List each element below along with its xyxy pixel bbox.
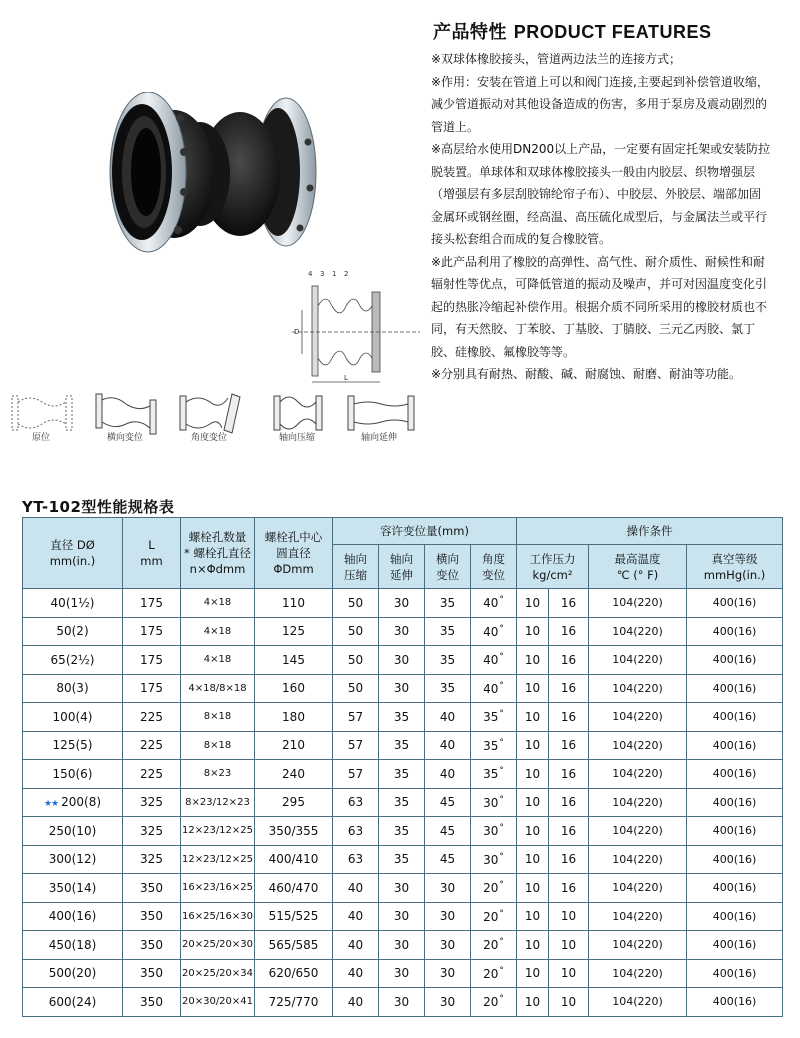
cell-temp: 104(220)	[589, 646, 687, 675]
cell-angular: 30°	[471, 817, 517, 846]
cell-bolt: 4×18	[181, 617, 255, 646]
header-lateral: 横向 变位	[425, 545, 471, 589]
cell-temp: 104(220)	[589, 731, 687, 760]
cell-angular: 35°	[471, 760, 517, 789]
cell-vacuum: 400(16)	[687, 788, 783, 817]
cell-lateral: 45	[425, 788, 471, 817]
cell-temp: 104(220)	[589, 674, 687, 703]
table-row	[23, 731, 783, 760]
degree-symbol: °	[499, 709, 504, 720]
cell-pressure-2: 16	[549, 674, 589, 703]
cell-axial-comp: 63	[333, 788, 379, 817]
cell-diameter: 80(3)	[23, 674, 123, 703]
cell-length: 325	[123, 817, 181, 846]
cell-pressure-1: 10	[517, 788, 549, 817]
diagram-label-D: D	[294, 328, 300, 336]
cell-diameter: 300(12)	[23, 845, 123, 874]
cell-angular: 30°	[471, 845, 517, 874]
cell-axial-ext: 35	[379, 817, 425, 846]
header-pressure: 工作压力 kg/cm²	[517, 545, 589, 589]
cell-pressure-1: 10	[517, 703, 549, 732]
cell-lateral: 45	[425, 817, 471, 846]
cell-bolt: 12×23/12×25	[181, 845, 255, 874]
cell-pressure-2: 16	[549, 817, 589, 846]
degree-symbol: °	[499, 880, 504, 891]
cell-center: 565/585	[255, 931, 333, 960]
cell-axial-comp: 50	[333, 646, 379, 675]
cell-bolt: 4×18	[181, 589, 255, 618]
header-bolt: 螺栓孔数量 * 螺栓孔直径 n×Φdmm	[181, 518, 255, 589]
cell-axial-ext: 30	[379, 589, 425, 618]
cell-length: 175	[123, 674, 181, 703]
table-row	[23, 902, 783, 931]
cell-center: 110	[255, 589, 333, 618]
feature-paragraph: ※双球体橡胶接头，管道两边法兰的连接方式；	[431, 52, 682, 66]
cell-bolt: 12×23/12×25	[181, 817, 255, 846]
spec-table-body	[23, 589, 783, 1017]
cell-length: 225	[123, 703, 181, 732]
cell-vacuum: 400(16)	[687, 760, 783, 789]
cell-diameter: 65(2½)	[23, 646, 123, 675]
cell-axial-ext: 30	[379, 617, 425, 646]
cell-vacuum: 400(16)	[687, 874, 783, 903]
cell-diameter: 125(5)	[23, 731, 123, 760]
table-row	[23, 845, 783, 874]
cell-diameter: 100(4)	[23, 703, 123, 732]
cell-axial-comp: 57	[333, 760, 379, 789]
diagram-label-3: 3	[320, 270, 325, 278]
cell-length: 225	[123, 760, 181, 789]
table-row	[23, 959, 783, 988]
cell-length: 175	[123, 646, 181, 675]
cell-axial-ext: 35	[379, 731, 425, 760]
cell-angular: 20°	[471, 874, 517, 903]
cell-lateral: 30	[425, 902, 471, 931]
cell-bolt: 4×18/8×18	[181, 674, 255, 703]
degree-symbol: °	[499, 680, 504, 691]
cell-pressure-2: 10	[549, 959, 589, 988]
header-allow: 容许变位量(mm)	[333, 518, 517, 545]
cell-lateral: 30	[425, 931, 471, 960]
degree-symbol: °	[499, 595, 504, 606]
cell-vacuum: 400(16)	[687, 988, 783, 1017]
table-row	[23, 617, 783, 646]
cell-angular: 40°	[471, 674, 517, 703]
cell-axial-comp: 40	[333, 959, 379, 988]
feature-paragraph: ※高层给水使用DN200以上产品，一定要有固定托架或安装防拉脱装置。单球体和双球体橡胶接头一般由内胶层、织物增强层（增强层有多层刮胶锦纶帘子布）、中胶层、外胶层、端部加固金属环或钢丝圈，经高温、高压硫化成型后，与金属法兰或平行接头松套组合而成的复合橡胶管。	[431, 142, 771, 246]
cell-vacuum: 400(16)	[687, 845, 783, 874]
cell-bolt: 20×25/20×30	[181, 931, 255, 960]
cell-temp: 104(220)	[589, 589, 687, 618]
cell-pressure-1: 10	[517, 902, 549, 931]
cell-angular: 20°	[471, 988, 517, 1017]
state-label-lateral: 横向变位	[106, 433, 143, 443]
cell-temp: 104(220)	[589, 760, 687, 789]
header-axial-ext: 轴向 延伸	[379, 545, 425, 589]
header-angular: 角度 变位	[471, 545, 517, 589]
cell-center: 210	[255, 731, 333, 760]
cell-diameter: ★★ 200(8)	[23, 788, 123, 817]
cell-pressure-2: 16	[549, 617, 589, 646]
cell-axial-comp: 57	[333, 731, 379, 760]
cell-vacuum: 400(16)	[687, 931, 783, 960]
table-row	[23, 931, 783, 960]
cell-axial-comp: 40	[333, 988, 379, 1017]
table-row	[23, 674, 783, 703]
cell-diameter: 40(1½)	[23, 589, 123, 618]
header-vacuum: 真空等级 mmHg(in.)	[687, 545, 783, 589]
cell-bolt: 8×23/12×23	[181, 788, 255, 817]
degree-symbol: °	[499, 737, 504, 748]
cell-center: 725/770	[255, 988, 333, 1017]
cell-axial-comp: 40	[333, 874, 379, 903]
cell-axial-ext: 35	[379, 845, 425, 874]
header-center: 螺栓孔中心 圆直径 ΦDmm	[255, 518, 333, 589]
cell-axial-ext: 35	[379, 788, 425, 817]
cell-angular: 30°	[471, 788, 517, 817]
cell-diameter: 50(2)	[23, 617, 123, 646]
degree-symbol: °	[499, 937, 504, 948]
cell-pressure-1: 10	[517, 646, 549, 675]
cell-diameter: 350(14)	[23, 874, 123, 903]
cell-center: 295	[255, 788, 333, 817]
cell-axial-comp: 40	[333, 931, 379, 960]
cell-vacuum: 400(16)	[687, 817, 783, 846]
cell-bolt: 8×23	[181, 760, 255, 789]
cell-angular: 40°	[471, 589, 517, 618]
table-row	[23, 760, 783, 789]
cell-lateral: 35	[425, 589, 471, 618]
cell-axial-ext: 35	[379, 703, 425, 732]
diagram-label-L: L	[344, 374, 348, 382]
header-op: 操作条件	[517, 518, 783, 545]
cell-length: 350	[123, 988, 181, 1017]
cell-center: 515/525	[255, 902, 333, 931]
cell-pressure-1: 10	[517, 988, 549, 1017]
header-temp: 最高温度 ℃ (° F)	[589, 545, 687, 589]
cell-center: 350/355	[255, 817, 333, 846]
cell-axial-ext: 30	[379, 646, 425, 675]
cell-pressure-2: 10	[549, 988, 589, 1017]
header-axial-comp: 轴向 压缩	[333, 545, 379, 589]
cell-axial-ext: 30	[379, 902, 425, 931]
cell-lateral: 35	[425, 674, 471, 703]
cell-bolt: 8×18	[181, 731, 255, 760]
cell-vacuum: 400(16)	[687, 589, 783, 618]
state-label-angular: 角度变位	[190, 433, 227, 443]
features-section	[431, 18, 771, 386]
cell-pressure-1: 10	[517, 760, 549, 789]
cell-diameter: 600(24)	[23, 988, 123, 1017]
cell-angular: 20°	[471, 959, 517, 988]
degree-symbol: °	[499, 994, 504, 1005]
cell-bolt: 20×25/20×34	[181, 959, 255, 988]
cell-bolt: 20×30/20×41	[181, 988, 255, 1017]
state-label-extend: 轴向延伸	[360, 433, 397, 443]
cell-pressure-2: 10	[549, 902, 589, 931]
cell-length: 225	[123, 731, 181, 760]
cell-vacuum: 400(16)	[687, 646, 783, 675]
cell-temp: 104(220)	[589, 988, 687, 1017]
cell-length: 350	[123, 959, 181, 988]
cell-length: 325	[123, 845, 181, 874]
cell-pressure-2: 16	[549, 589, 589, 618]
cell-temp: 104(220)	[589, 959, 687, 988]
table-row	[23, 703, 783, 732]
product-photo	[100, 92, 326, 262]
cell-temp: 104(220)	[589, 845, 687, 874]
cell-pressure-2: 10	[549, 931, 589, 960]
diagram-label-1: 1	[332, 270, 337, 278]
cell-axial-comp: 63	[333, 817, 379, 846]
cell-center: 160	[255, 674, 333, 703]
feature-paragraph: ※此产品利用了橡胶的高弹性、高气性、耐介质性、耐候性和耐辐射性等优点，可降低管道的振动及噪声，并可对因温度变化引起的热胀冷缩起补偿作用。根据介质不同所采用的橡胶材质也不同，有天然胶、丁苯胶、丁基胶、丁腈胶、三元乙丙胶、氯丁胶、硅橡胶、氟橡胶等等。	[431, 254, 768, 359]
state-label-original: 原位	[31, 433, 50, 443]
cell-length: 350	[123, 902, 181, 931]
cell-pressure-1: 10	[517, 959, 549, 988]
cell-axial-ext: 30	[379, 674, 425, 703]
cell-pressure-2: 16	[549, 646, 589, 675]
cell-length: 325	[123, 788, 181, 817]
cell-temp: 104(220)	[589, 874, 687, 903]
cell-diameter: 250(10)	[23, 817, 123, 846]
cell-pressure-1: 10	[517, 731, 549, 760]
cell-diameter: 400(16)	[23, 902, 123, 931]
cell-pressure-1: 10	[517, 931, 549, 960]
cell-diameter: 500(20)	[23, 959, 123, 988]
table-row	[23, 874, 783, 903]
cell-temp: 104(220)	[589, 617, 687, 646]
table-row	[23, 788, 783, 817]
state-label-compress: 轴向压缩	[278, 433, 315, 443]
table-row	[23, 589, 783, 618]
cell-vacuum: 400(16)	[687, 731, 783, 760]
cell-vacuum: 400(16)	[687, 617, 783, 646]
cell-angular: 20°	[471, 902, 517, 931]
cell-vacuum: 400(16)	[687, 703, 783, 732]
cell-temp: 104(220)	[589, 788, 687, 817]
cell-angular: 20°	[471, 931, 517, 960]
cell-axial-comp: 57	[333, 703, 379, 732]
cell-lateral: 45	[425, 845, 471, 874]
section-diagram	[292, 266, 422, 386]
cell-temp: 104(220)	[589, 817, 687, 846]
feature-paragraph: ※分别具有耐热、耐酸、碱、耐腐蚀、耐磨、耐油等功能。	[431, 367, 742, 381]
table-row	[23, 988, 783, 1017]
cell-axial-ext: 30	[379, 874, 425, 903]
degree-symbol: °	[499, 965, 504, 976]
cell-pressure-1: 10	[517, 617, 549, 646]
cell-diameter: 150(6)	[23, 760, 123, 789]
cell-lateral: 30	[425, 959, 471, 988]
cell-center: 400/410	[255, 845, 333, 874]
cell-axial-comp: 63	[333, 845, 379, 874]
cell-length: 350	[123, 931, 181, 960]
cell-axial-ext: 30	[379, 931, 425, 960]
cell-temp: 104(220)	[589, 902, 687, 931]
features-title	[433, 18, 771, 44]
table-title: YT-102型性能规格表	[22, 498, 175, 516]
cell-axial-comp: 50	[333, 617, 379, 646]
cell-pressure-2: 16	[549, 874, 589, 903]
cell-pressure-2: 16	[549, 760, 589, 789]
cell-diameter: 450(18)	[23, 931, 123, 960]
cell-angular: 40°	[471, 646, 517, 675]
cell-length: 175	[123, 589, 181, 618]
cell-temp: 104(220)	[589, 703, 687, 732]
cell-bolt: 16×23/16×25	[181, 874, 255, 903]
cell-vacuum: 400(16)	[687, 674, 783, 703]
header-diameter: 直径 DØ mm(in.)	[23, 518, 123, 589]
cell-axial-ext: 35	[379, 760, 425, 789]
cell-lateral: 35	[425, 646, 471, 675]
cell-axial-comp: 40	[333, 902, 379, 931]
cell-center: 620/650	[255, 959, 333, 988]
cell-lateral: 40	[425, 731, 471, 760]
cell-axial-comp: 50	[333, 674, 379, 703]
diagram-label-4: 4	[308, 270, 313, 278]
degree-symbol: °	[499, 823, 504, 834]
cell-bolt: 4×18	[181, 646, 255, 675]
cell-bolt: 8×18	[181, 703, 255, 732]
degree-symbol: °	[499, 652, 504, 663]
cell-angular: 35°	[471, 731, 517, 760]
cell-length: 350	[123, 874, 181, 903]
cell-pressure-2: 16	[549, 703, 589, 732]
header-length: L mm	[123, 518, 181, 589]
cell-lateral: 40	[425, 703, 471, 732]
cell-axial-comp: 50	[333, 589, 379, 618]
cell-pressure-1: 10	[517, 817, 549, 846]
spec-table	[22, 517, 783, 1017]
cell-vacuum: 400(16)	[687, 959, 783, 988]
cell-center: 125	[255, 617, 333, 646]
cell-length: 175	[123, 617, 181, 646]
cell-center: 240	[255, 760, 333, 789]
cell-center: 145	[255, 646, 333, 675]
cell-pressure-1: 10	[517, 874, 549, 903]
cell-pressure-1: 10	[517, 589, 549, 618]
cell-pressure-1: 10	[517, 674, 549, 703]
cell-axial-ext: 30	[379, 988, 425, 1017]
cell-pressure-2: 16	[549, 845, 589, 874]
table-row	[23, 646, 783, 675]
degree-symbol: °	[499, 851, 504, 862]
table-row	[23, 817, 783, 846]
cell-pressure-1: 10	[517, 845, 549, 874]
cell-vacuum: 400(16)	[687, 902, 783, 931]
cell-lateral: 30	[425, 988, 471, 1017]
features-title-cn: 产品特性	[433, 22, 507, 43]
cell-lateral: 40	[425, 760, 471, 789]
star-mark: ★★	[43, 799, 59, 810]
degree-symbol: °	[499, 794, 504, 805]
cell-bolt: 16×25/16×30	[181, 902, 255, 931]
cell-angular: 40°	[471, 617, 517, 646]
cell-pressure-2: 16	[549, 731, 589, 760]
degree-symbol: °	[499, 766, 504, 777]
cell-axial-ext: 30	[379, 959, 425, 988]
cell-angular: 35°	[471, 703, 517, 732]
cell-pressure-2: 16	[549, 788, 589, 817]
cell-center: 180	[255, 703, 333, 732]
degree-symbol: °	[499, 623, 504, 634]
cell-lateral: 35	[425, 617, 471, 646]
cell-center: 460/470	[255, 874, 333, 903]
features-title-en: PRODUCT FEATURES	[513, 22, 712, 42]
cell-temp: 104(220)	[589, 931, 687, 960]
diagram-label-2: 2	[344, 270, 349, 278]
feature-paragraph: ※作用：安装在管道上可以和阀门连接,主要起到补偿管道收缩，减少管道振动对其他设备造成的伤害，多用于泵房及震动剧烈的管道上。	[431, 74, 769, 134]
degree-symbol: °	[499, 908, 504, 919]
cell-lateral: 30	[425, 874, 471, 903]
